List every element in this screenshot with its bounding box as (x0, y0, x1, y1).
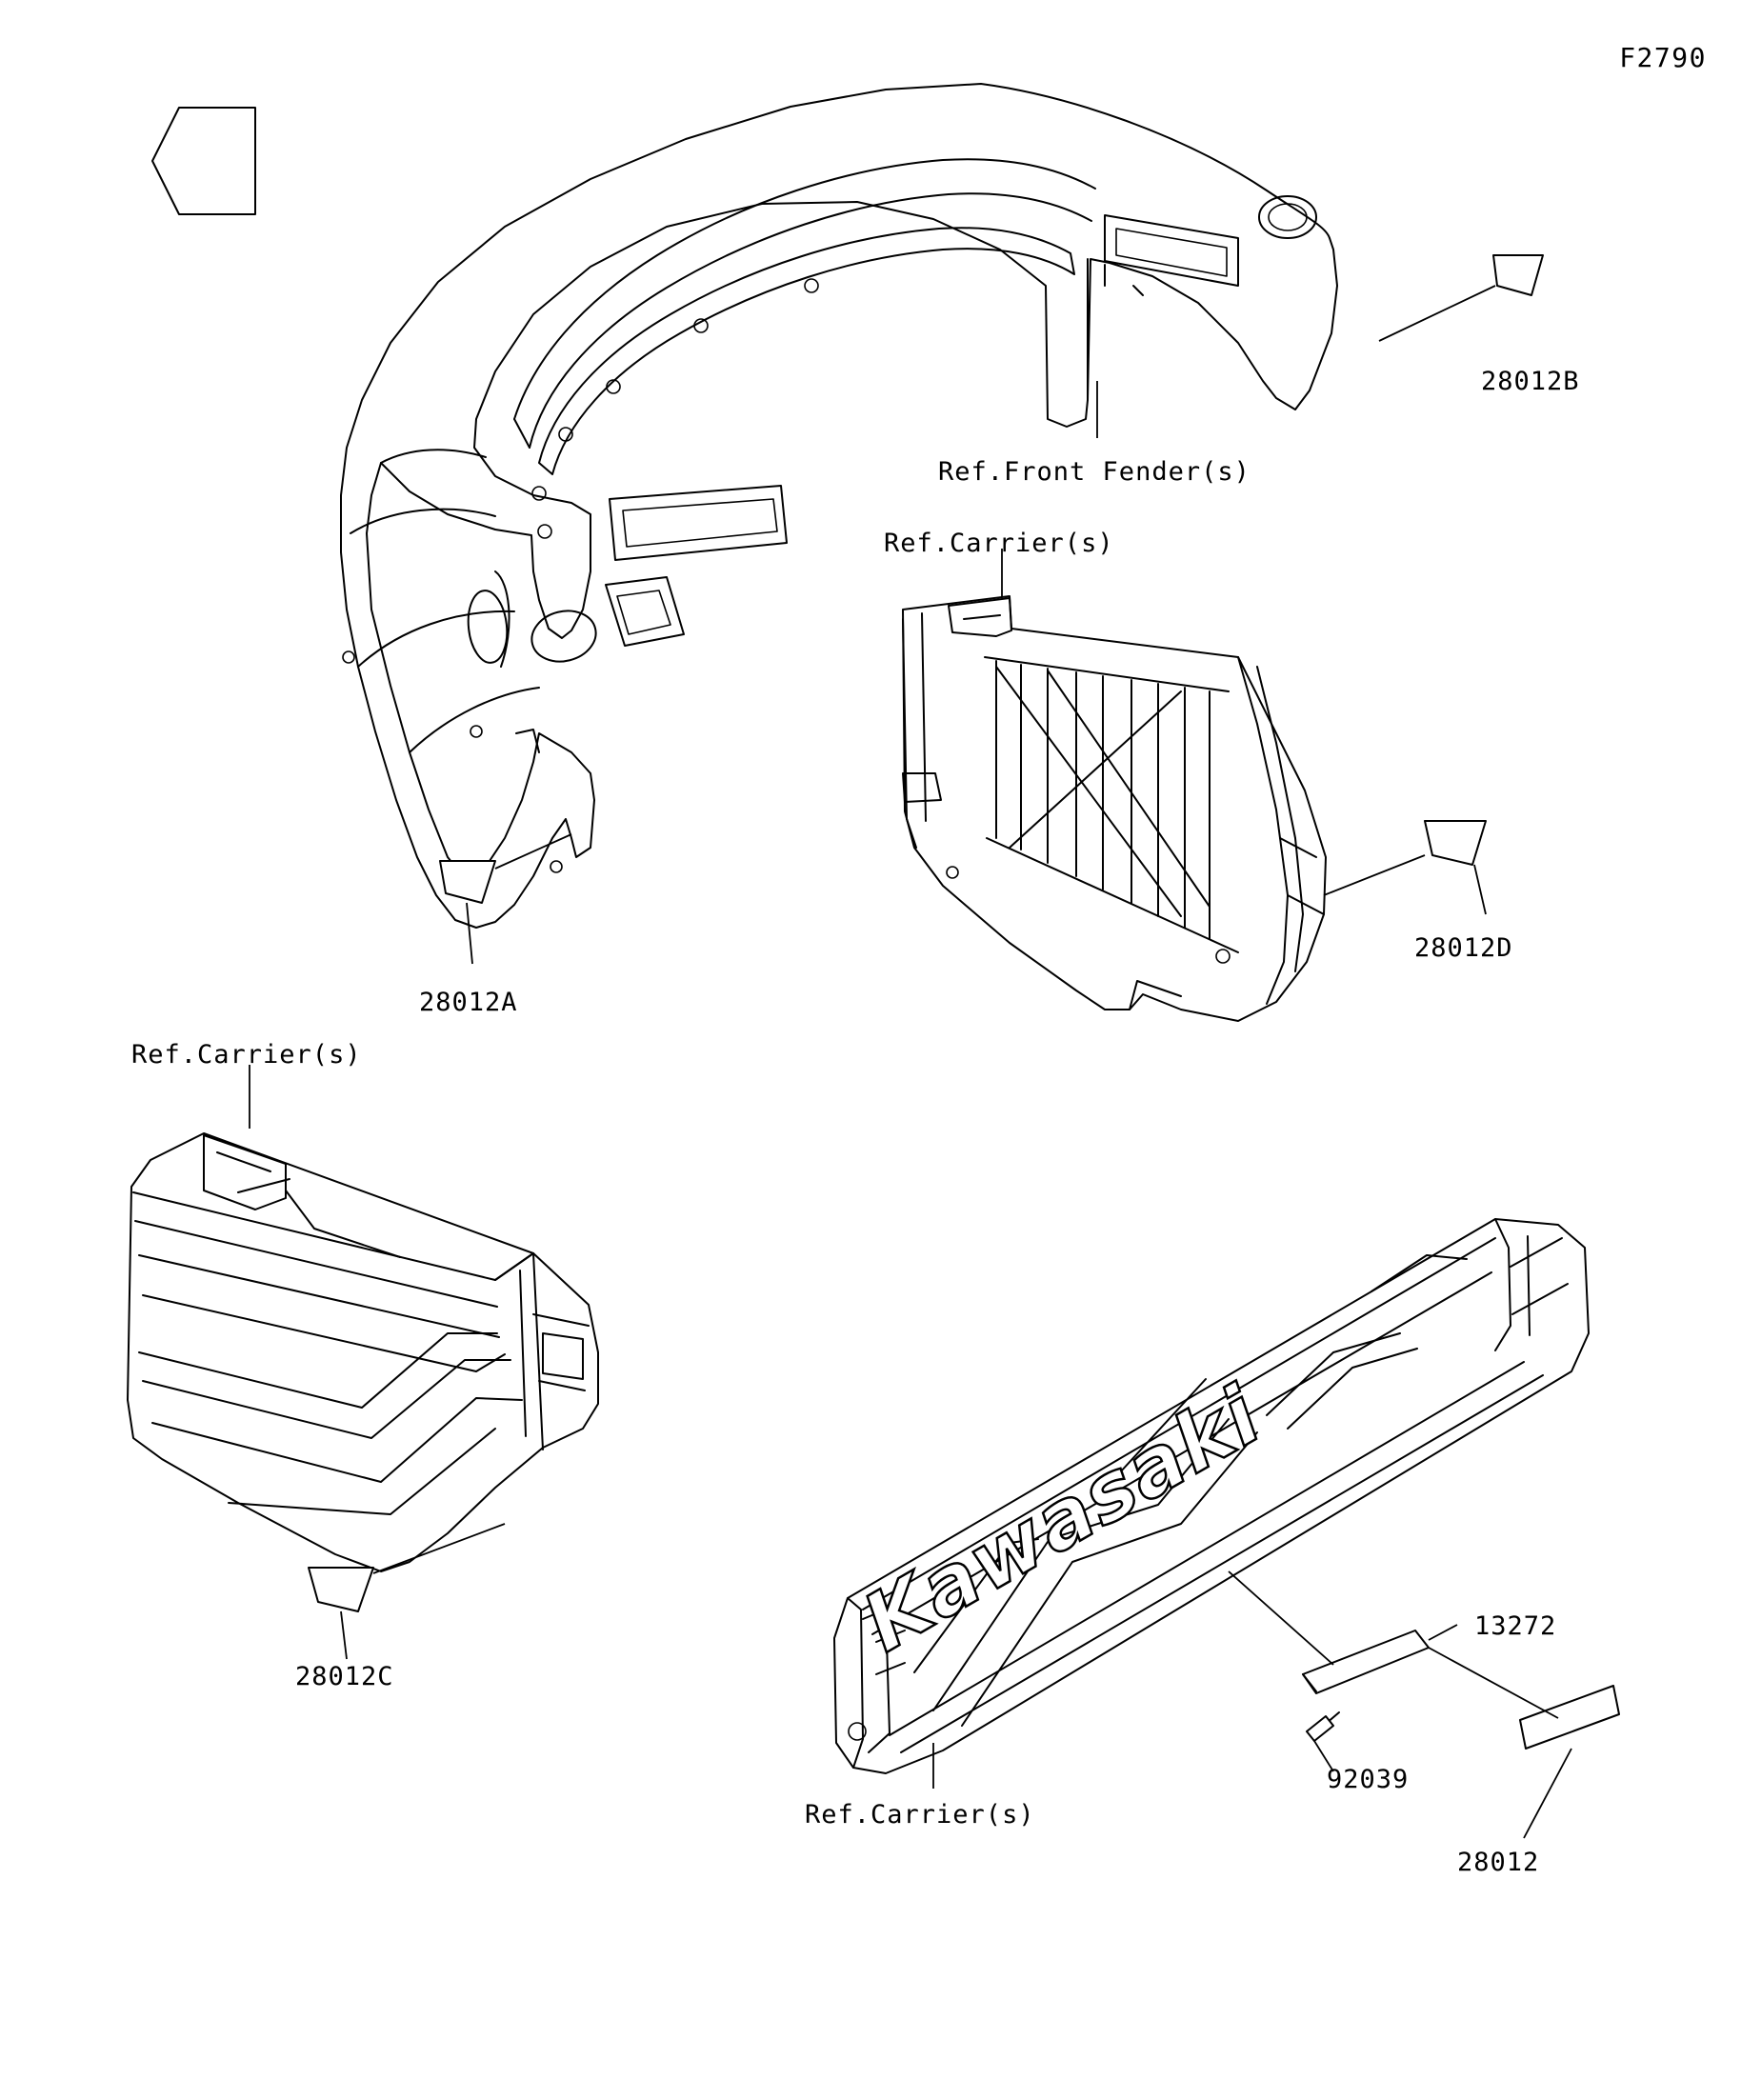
part-label-28012A: 28012A (419, 988, 518, 1017)
sheet-code: F2790 (1619, 42, 1707, 73)
reference-front-fender: Ref.Front Fender(s) (938, 457, 1251, 487)
decal-28012 (1429, 1648, 1619, 1838)
carrier-panel-left (128, 1133, 598, 1571)
svg-text:Kawasaki: Kawasaki (848, 1368, 1277, 1670)
rivet-92039 (1307, 1712, 1339, 1771)
part-label-28012B: 28012B (1481, 367, 1580, 396)
carrier-panel-middle (903, 596, 1326, 1021)
reference-carrier-left: Ref.Carrier(s) (131, 1040, 362, 1070)
decal-28012D (1324, 821, 1486, 914)
leader-badge (1229, 1571, 1333, 1665)
part-label-28012C: 28012C (295, 1662, 394, 1691)
reference-carrier-bottom: Ref.Carrier(s) (805, 1800, 1035, 1830)
part-label-92039: 92039 (1327, 1765, 1410, 1794)
part-label-28012: 28012 (1457, 1848, 1540, 1877)
part-label-13272: 13272 (1474, 1611, 1557, 1641)
part-label-28012D: 28012D (1414, 933, 1513, 963)
tailgate-panel (834, 1219, 1589, 1773)
decal-28012B (1379, 255, 1543, 341)
reference-carrier-top: Ref.Carrier(s) (884, 529, 1114, 558)
